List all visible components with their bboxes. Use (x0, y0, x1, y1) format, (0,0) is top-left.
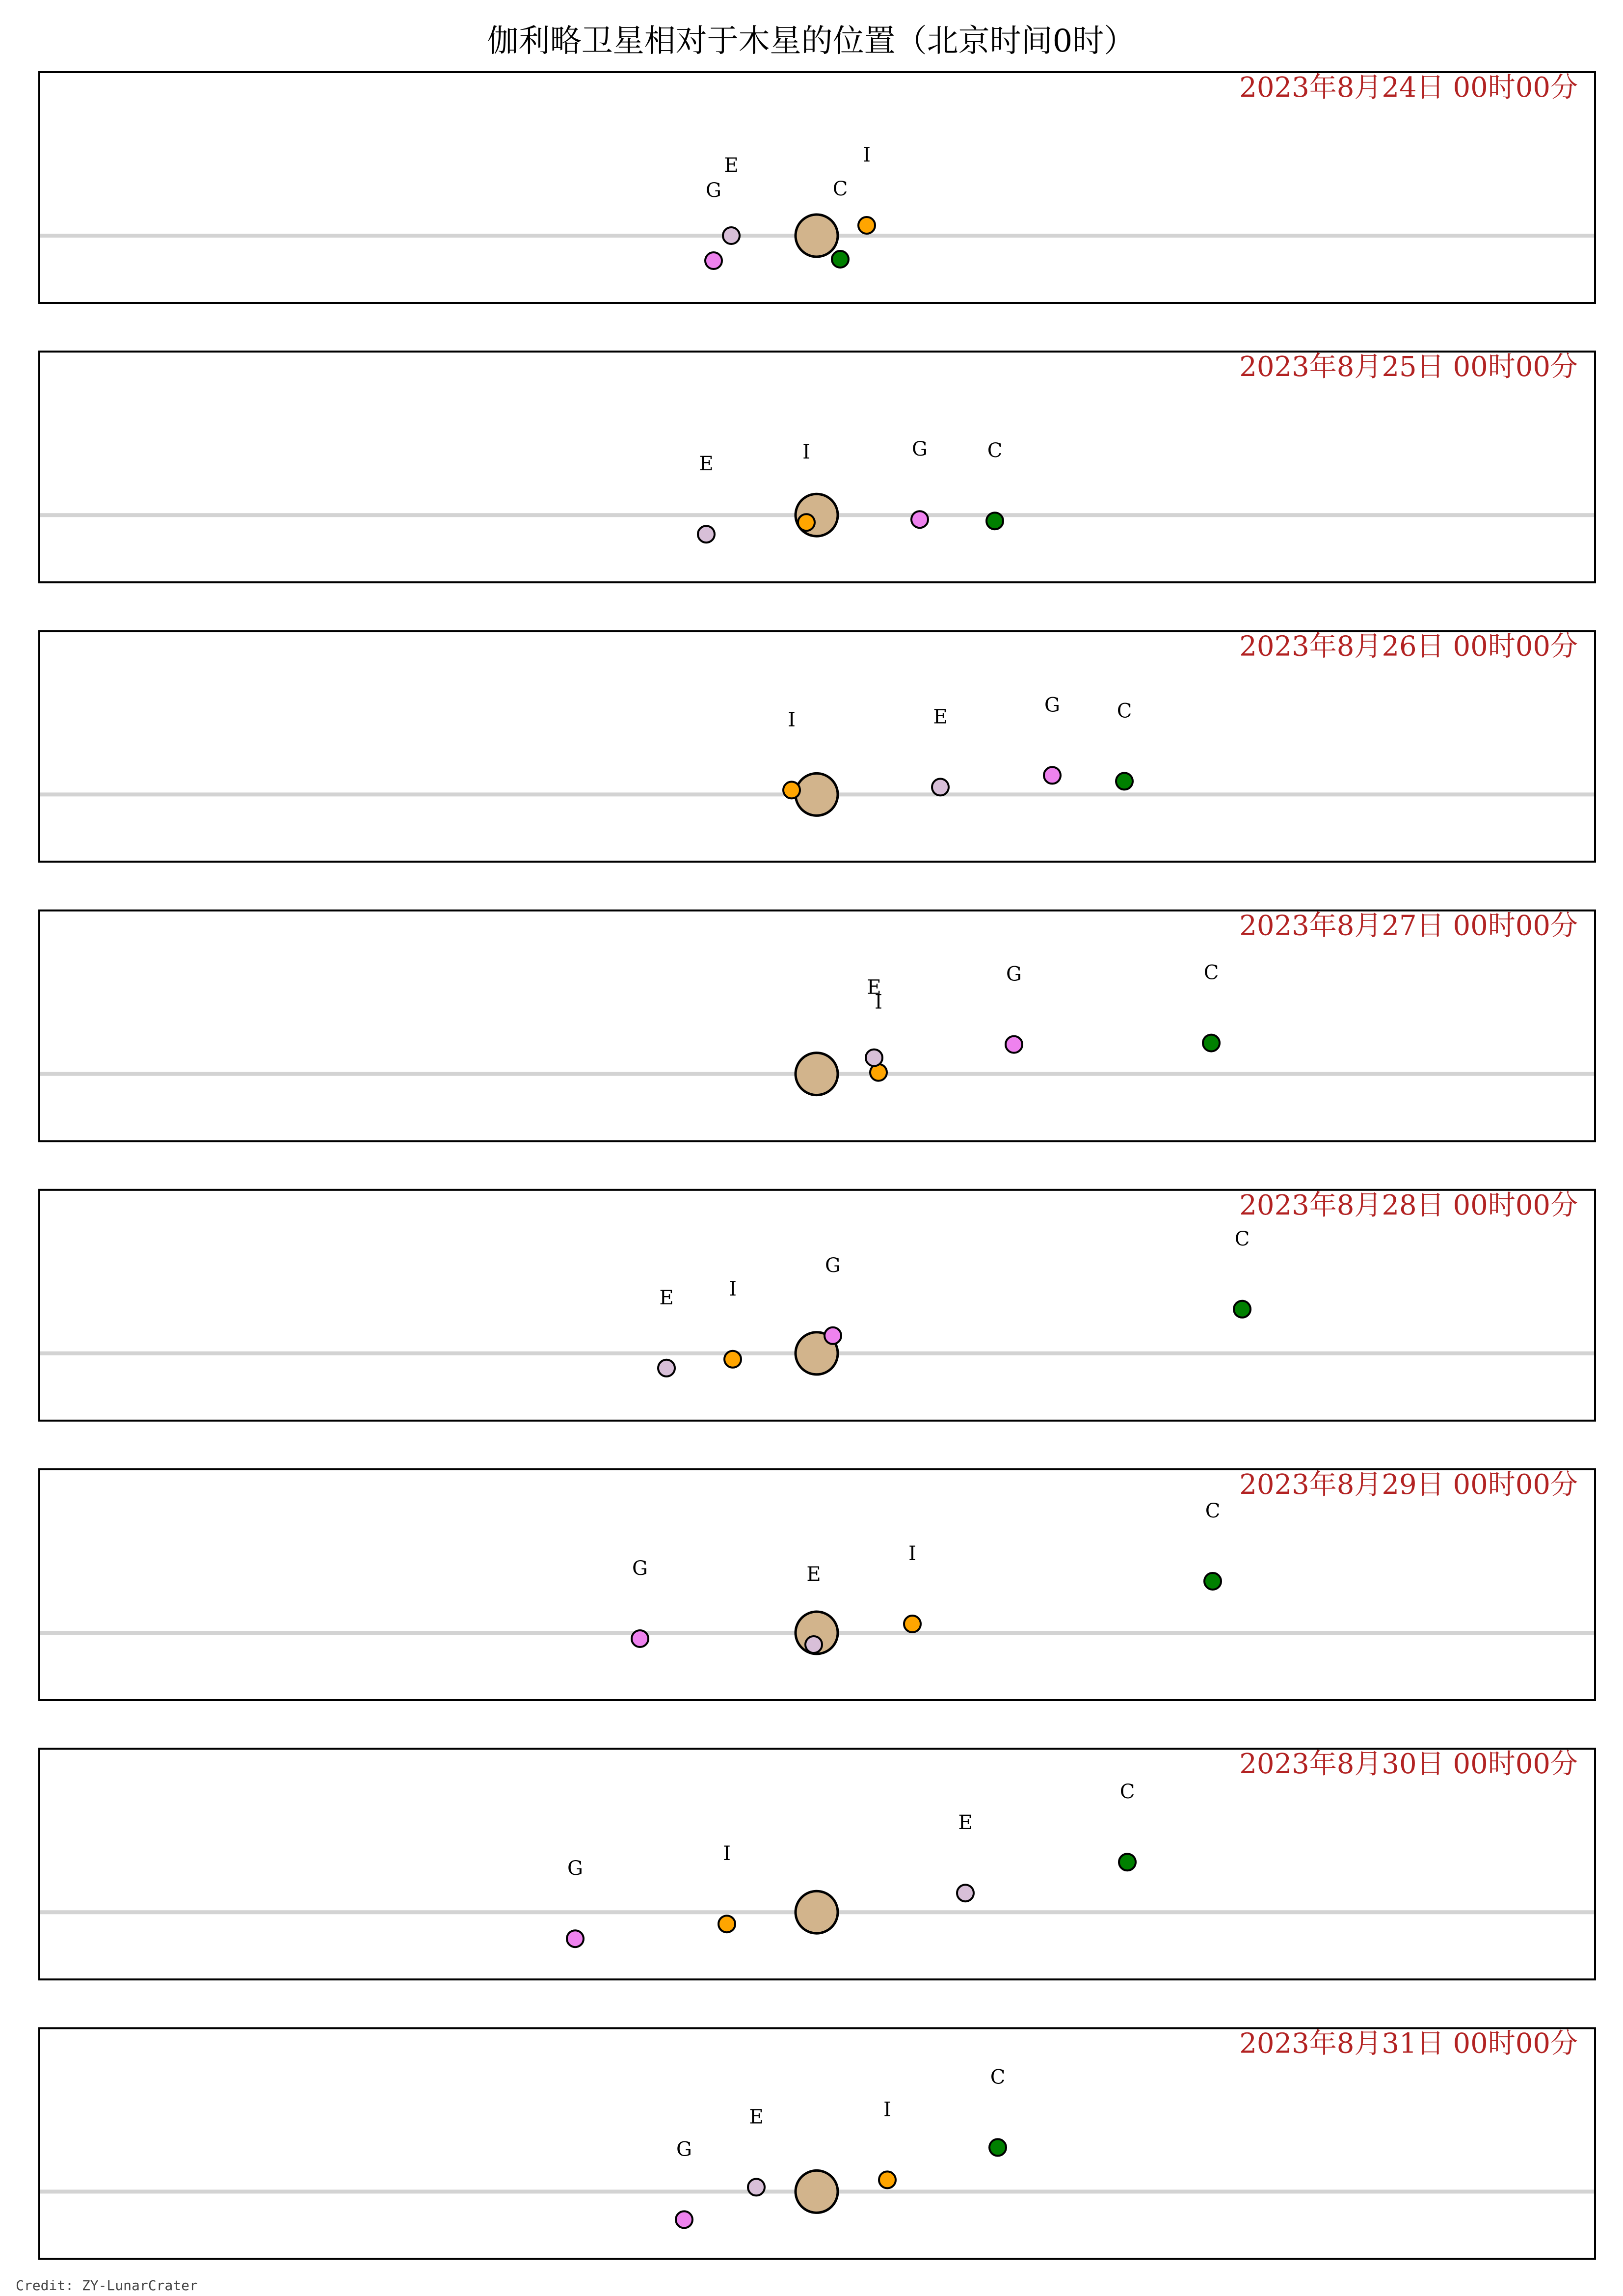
moon-label: E (933, 705, 948, 729)
date-label: 2023年8月27日 00时00分 (1239, 910, 1578, 942)
moon-label: C (1117, 700, 1132, 723)
moon-label: C (832, 178, 848, 200)
panel-frame (39, 351, 1595, 582)
panel (39, 1189, 1595, 1421)
moon-point (904, 1616, 921, 1632)
moon-point (676, 2211, 692, 2228)
moon-point (805, 1636, 822, 1653)
moon-label: I (908, 1542, 916, 1565)
moon-point (866, 1050, 882, 1066)
panel (39, 2027, 1595, 2259)
moon-point (567, 1930, 584, 1947)
jupiter-disk (796, 1053, 838, 1095)
moon-point (723, 227, 740, 244)
moon-label: I (788, 708, 796, 731)
panel (39, 72, 1595, 303)
figure-title: 伽利略卫星相对于木星的位置（北京时间0时） (487, 23, 1136, 59)
panel (39, 1748, 1595, 1979)
panel (39, 1469, 1595, 1700)
moon-label: G (567, 1857, 583, 1880)
moon-point (825, 1327, 841, 1344)
moon-point (1116, 773, 1133, 789)
jupiter-disk (796, 1891, 838, 1933)
moon-point (783, 782, 800, 798)
moon-point (986, 513, 1003, 529)
moon-point (1119, 1854, 1136, 1870)
moon-point (748, 2179, 765, 2195)
moon-label: E (699, 453, 714, 476)
date-label: 2023年8月28日 00时00分 (1239, 1189, 1578, 1221)
moon-label: C (1203, 961, 1219, 984)
jupiter-disk (796, 215, 838, 257)
credit-text: Credit: ZY-LunarCrater (16, 2277, 198, 2294)
moon-label: E (659, 1286, 674, 1309)
moon-label: E (806, 1563, 821, 1586)
panel-frame (39, 2028, 1595, 2259)
moon-point (879, 2171, 896, 2188)
panel (39, 910, 1595, 1141)
moon-point (718, 1916, 735, 1932)
moon-label: I (863, 144, 871, 166)
panel-frame (39, 1749, 1595, 1979)
moon-point (989, 2139, 1006, 2156)
moon-point (658, 1360, 675, 1377)
panel (39, 630, 1595, 862)
panel (39, 351, 1595, 582)
moon-label: I (875, 991, 882, 1014)
moon-label: G (825, 1254, 841, 1277)
moon-point (724, 1351, 741, 1368)
panel-frame (39, 631, 1595, 862)
moon-point (798, 514, 815, 531)
date-label: 2023年8月26日 00时00分 (1239, 630, 1578, 663)
moon-label: G (1006, 963, 1022, 986)
moon-point (932, 779, 949, 795)
moon-point (1006, 1036, 1022, 1053)
panels-group (39, 72, 1595, 2259)
moon-label: I (723, 1842, 731, 1865)
date-label: 2023年8月30日 00时00分 (1239, 1748, 1578, 1781)
date-label: 2023年8月25日 00时00分 (1239, 351, 1578, 383)
jupiter-disk (796, 773, 838, 815)
panel-frame (39, 72, 1595, 303)
moon-label: I (883, 2098, 891, 2121)
moon-label: E (724, 154, 739, 177)
moon-label: G (912, 438, 928, 461)
moon-point (911, 511, 928, 528)
moon-label: G (706, 179, 721, 202)
moon-point (832, 251, 849, 268)
moon-point (957, 1885, 974, 1901)
date-label: 2023年8月24日 00时00分 (1239, 72, 1578, 104)
moon-point (858, 217, 875, 234)
moon-label: C (990, 2066, 1006, 2089)
moon-label: G (676, 2138, 692, 2161)
moon-point (1044, 767, 1061, 783)
moon-label: G (1044, 694, 1060, 717)
panel-frame (39, 1190, 1595, 1421)
moon-label: I (729, 1277, 737, 1300)
moon-point (1234, 1301, 1251, 1318)
moon-label: E (958, 1811, 973, 1835)
moon-point (698, 526, 715, 542)
moon-point (1203, 1035, 1220, 1052)
moon-label: I (802, 441, 810, 464)
panel-frame (39, 911, 1595, 1141)
moon-label: G (632, 1557, 648, 1580)
moon-label: C (1205, 1500, 1221, 1522)
moon-label: C (1119, 1781, 1135, 1804)
moon-point (1204, 1573, 1221, 1590)
moon-label: E (749, 2106, 764, 2129)
moon-label: E (867, 976, 881, 999)
date-label: 2023年8月31日 00时00分 (1239, 2027, 1578, 2060)
date-label: 2023年8月29日 00时00分 (1239, 1469, 1578, 1501)
moon-point (705, 252, 722, 269)
moon-point (632, 1630, 648, 1647)
moon-label: C (987, 439, 1003, 462)
jupiter-disk (796, 2170, 838, 2213)
moon-label: C (1234, 1227, 1250, 1250)
